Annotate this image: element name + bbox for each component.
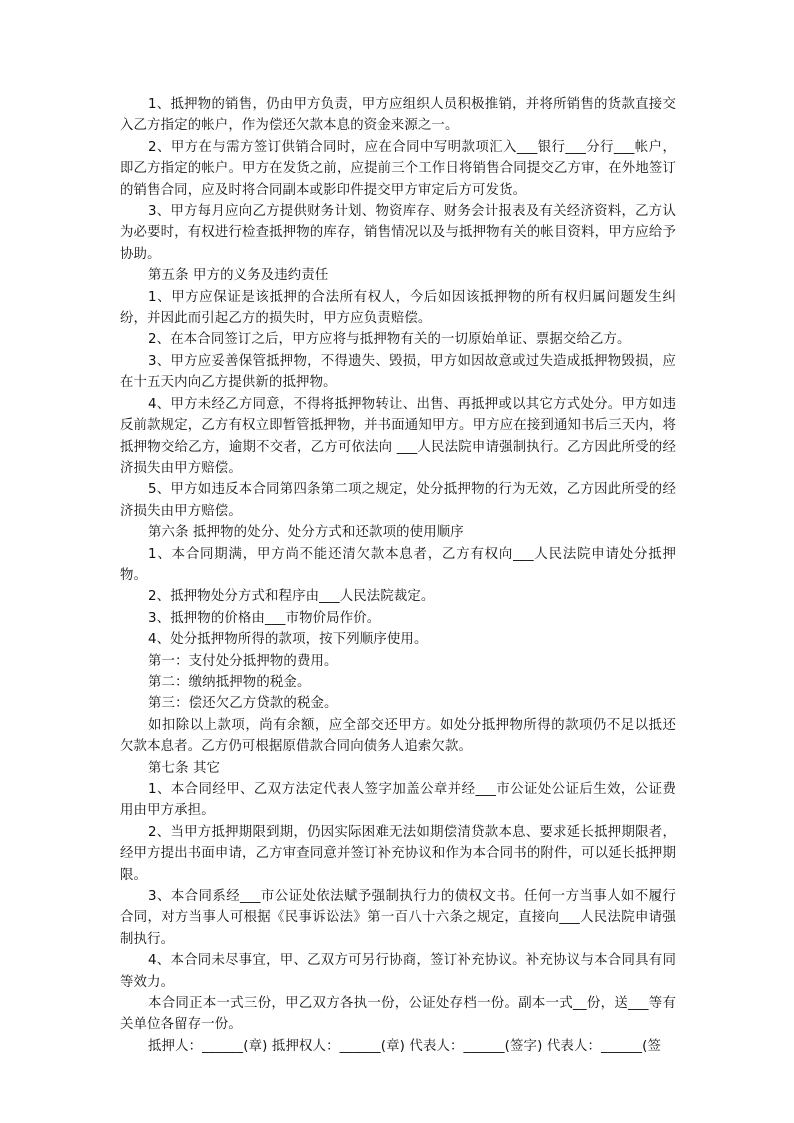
- document-page: [120, 94, 676, 1057]
- paragraph: 本合同正本一式三份，甲乙双方各执一份，公证处存档一份。副本一式__份，送___等有关单位各留存一份。: [120, 996, 676, 1033]
- paragraph: 2、当甲方抵押期限到期，仍因实际困难无法如期偿清贷款本息、要求延长抵押期限者，经甲方提出书面申请，乙方审查同意并签订补充协议和作为本合同书的附件，可以延长抵押期限。: [120, 824, 676, 883]
- paragraph: 3、甲方每月应向乙方提供财务计划、物资库存、财务会计报表及有关经济资料，乙方认为必要时，有权进行检查抵押物的库存，销售情况以及与抵押物有关的帐目资料，甲方应给予协助。: [120, 204, 676, 262]
- signature-line: 抵押人：______(章) 抵押权人：______(章) 代表人：______(签字) 代表人：______(签: [148, 1038, 662, 1054]
- paragraph: 4、本合同未尽事宜，甲、乙双方可另行协商，签订补充协议。补充协议与本合同具有同等效力。: [120, 953, 676, 990]
- paragraph: 2、在本合同签订之后，甲方应将与抵押物有关的一切原始单证、票据交给乙方。: [148, 332, 631, 348]
- paragraph: 1、本合同经甲、乙双方法定代表人签字加盖公章并经___市公证处公证后生效，公证费用由甲方承担。: [120, 782, 676, 819]
- paragraph: 2、抵押物处分方式和程序由___人民法院裁定。: [148, 589, 435, 605]
- paragraph: 3、抵押物的价格由___市物价局作价。: [148, 610, 381, 626]
- paragraph: 第三：偿还欠乙方贷款的税金。: [148, 696, 338, 712]
- paragraph: 4、处分抵押物所得的款项，按下列顺序使用。: [148, 632, 428, 648]
- paragraph: 2、甲方在与需方签订供销合同时，应在合同中写明款项汇入___银行___分行___帐户，即乙方指定的帐户。甲方在发货之前，应提前三个工作日将销售合同提交乙方审，在外地签订的销售合同，应及时将合同副本或影印件提交甲方审定后方可发货。: [120, 139, 676, 198]
- paragraph: 3、甲方应妥善保管抵押物，不得遗失、毁损，甲方如因故意或过失造成抵押物毁损，应在十五天内向乙方提供新的抵押物。: [120, 353, 676, 391]
- paragraph: 第一：支付处分抵押物的费用。: [148, 653, 338, 669]
- paragraph: 1、抵押物的销售，仍由甲方负责，甲方应组织人员积极推销，并将所销售的货款直接交入乙方指定的帐户，作为偿还欠款本息的资金来源之一。: [120, 97, 676, 134]
- paragraph: 1、甲方应保证是该抵押的合法所有权人，今后如因该抵押物的所有权归属问题发生纠纷，并因此而引起乙方的损失时，甲方应负责赔偿。: [120, 289, 676, 327]
- section-heading: 第五条 甲方的义务及违约责任: [148, 268, 329, 284]
- section-heading: 第六条 抵押物的处分、处分方式和还款项的使用顺序: [148, 525, 464, 541]
- paragraph: 3、本合同系经___市公证处依法赋予强制执行力的债权文书。任何一方当事人如不履行合同，对方当事人可根据《民事诉讼法》第一百八十六条之规定，直接向___人民法院申请强制执行。: [120, 889, 676, 947]
- paragraph: 1、本合同期满，甲方尚不能还清欠款本息者，乙方有权向___人民法院申请处分抵押物。: [120, 546, 676, 583]
- paragraph: 如扣除以上款项，尚有余额，应全部交还甲方。如处分抵押物所得的款项仍不足以抵还欠款本息者。乙方仍可根据原借款合同向债务人追索欠款。: [120, 717, 676, 755]
- paragraph: 5、甲方如违反本合同第四条第二项之规定，处分抵押物的行为无效，乙方因此所受的经济损失由甲方赔偿。: [120, 482, 676, 519]
- paragraph: 第二：缴纳抵押物的税金。: [148, 674, 311, 690]
- paragraph: 4、甲方未经乙方同意，不得将抵押物转让、出售、再抵押或以其它方式处分。甲方如违反前款规定，乙方有权立即暂管抵押物，并书面通知甲方。甲方应在接到通知书后三天内，将抵押物交给乙方，逾期不交者，乙方可依法向 ___人民法院申请强制执行。乙方因此所受的经济损失由甲方赔偿。: [120, 396, 676, 476]
- section-heading: 第七条 其它: [148, 760, 221, 776]
